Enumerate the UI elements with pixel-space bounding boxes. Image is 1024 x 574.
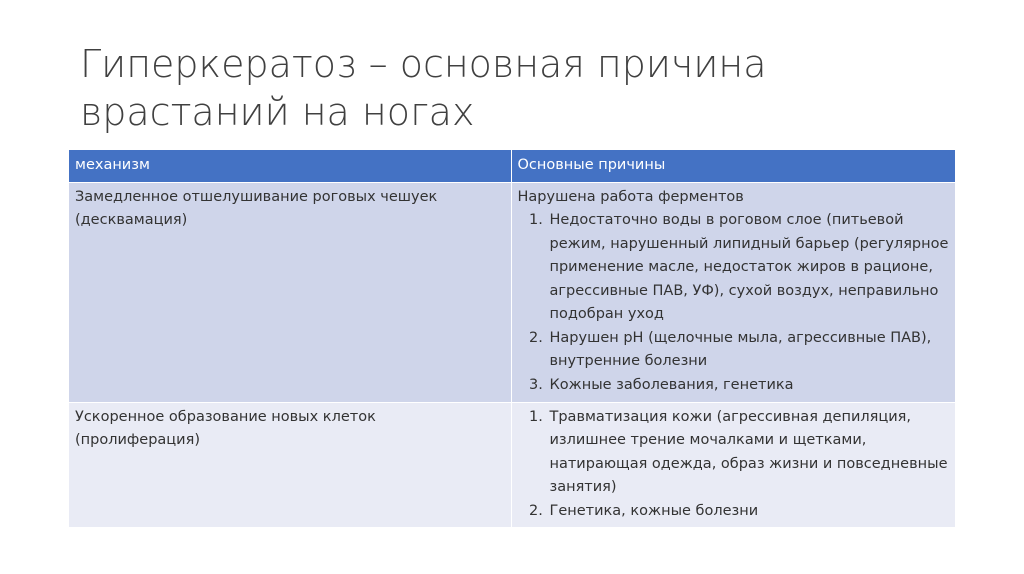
header-mechanism: механизм [69, 150, 511, 182]
causes-lead-text: Нарушена работа ферментов [517, 188, 744, 205]
causes-cell [511, 402, 955, 527]
causes-cell [511, 182, 955, 402]
cause-item: 3. Кожные заболевания, генетика [548, 374, 950, 398]
table-row [69, 402, 955, 527]
cause-item: 1. Травматизация кожи (агрессивная депиляция, излишнее трение мочалками и щетками, натирающая одежда, образ жизни и повседневные занятия) [548, 406, 950, 500]
slide-title: Гиперкератоз – основная причина врастаний на ногах [80, 42, 767, 134]
causes-list [518, 406, 950, 524]
causes-list [518, 209, 950, 397]
cause-item: 1. Недостаточно воды в роговом слое (питьевой режим, нарушенный липидный барьер (регулярное применение масле, недостаток жиров в рационе, агрессивные ПАВ, УФ), сухой воздух, неправильно подобран уход [548, 209, 950, 327]
causes-table-container [69, 150, 955, 527]
causes-table [69, 150, 955, 527]
cause-item: 2. Генетика, кожные болезни [548, 500, 950, 524]
header-main-causes: Основные причины [511, 150, 955, 182]
mechanism-cell: Ускоренное образование новых клеток (пролиферация) [69, 402, 511, 527]
table-header-row [69, 150, 955, 182]
cause-item: 2. Нарушен рН (щелочные мыла, агрессивные ПАВ), внутренние болезни [548, 327, 950, 374]
table-row [69, 182, 955, 402]
mechanism-cell: Замедленное отшелушивание роговых чешуек (десквамация) [69, 182, 511, 402]
